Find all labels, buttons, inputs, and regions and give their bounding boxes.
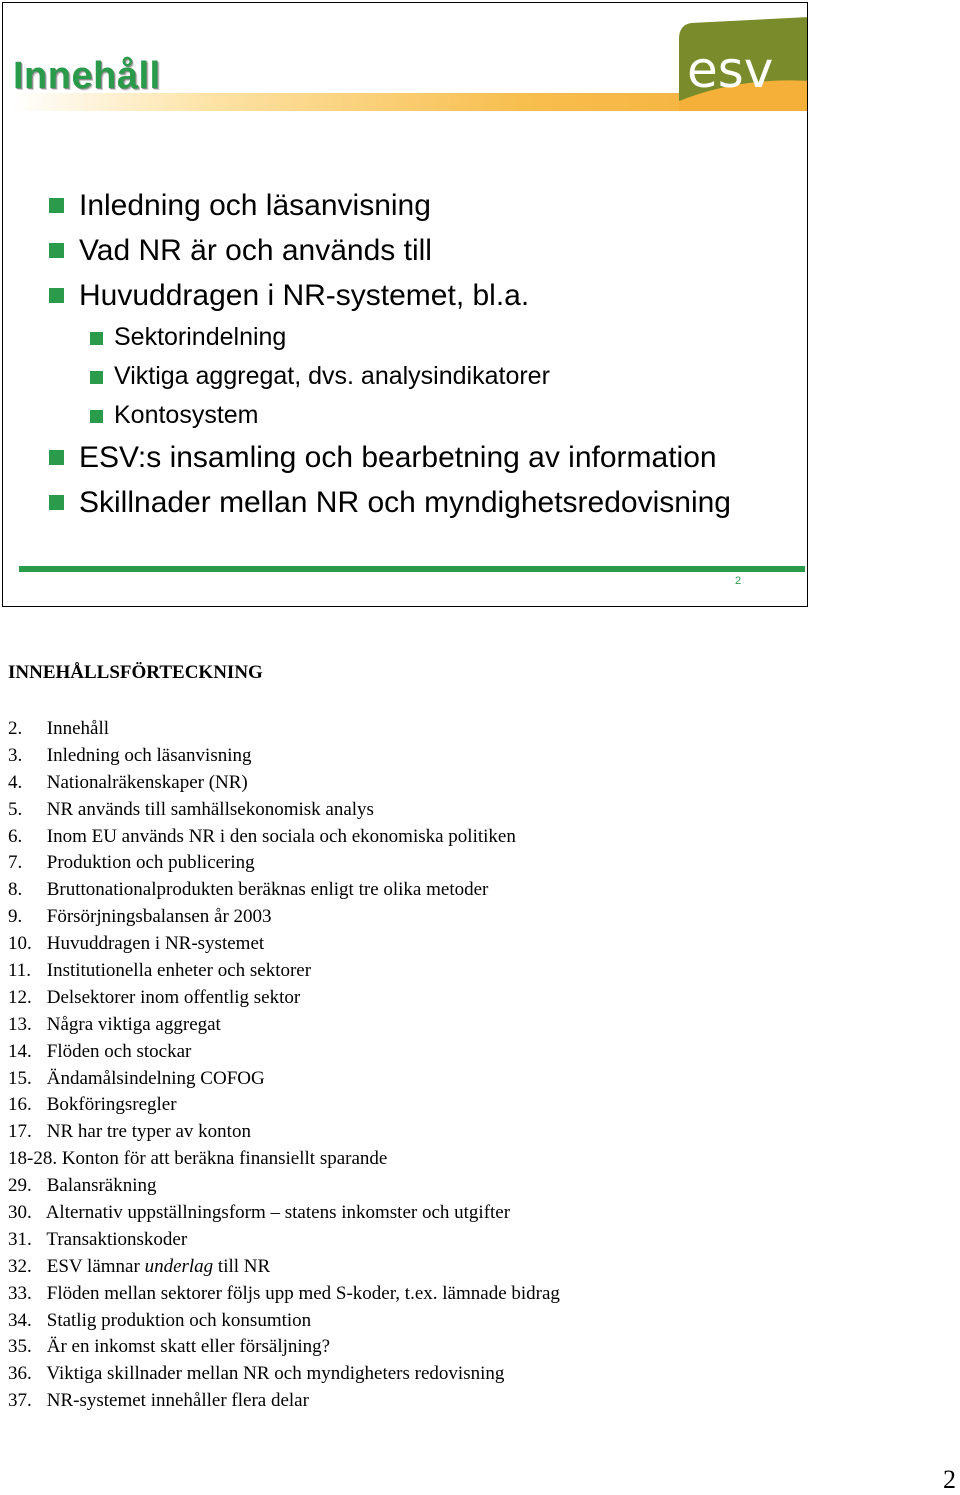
toc-item-number: 18-28. — [8, 1148, 58, 1170]
toc-item-text: Inledning och läsanvisning — [46, 744, 252, 766]
toc-item-emphasis: underlag — [144, 1255, 214, 1277]
toc-item-text: Är en inkomst skatt eller försäljning? — [46, 1336, 331, 1358]
toc-item-number: 5. — [8, 798, 23, 820]
toc-item-text: Delsektorer inom offentlig sektor — [46, 986, 301, 1008]
slide-bullet-item: Inledning och läsanvisning — [49, 183, 731, 228]
toc-item — [8, 1388, 560, 1415]
toc-item-text: Försörjningsbalansen år 2003 — [46, 906, 272, 928]
toc-item — [8, 1361, 560, 1388]
toc-item-number: 6. — [8, 825, 23, 847]
toc-item-number: 33. — [8, 1282, 32, 1304]
toc-item — [8, 904, 560, 931]
toc-item-text: ESV lämnar — [46, 1255, 145, 1277]
toc-item-number: 16. — [8, 1094, 32, 1116]
toc-item — [8, 1281, 560, 1308]
slide-bullet-item: Huvuddragen i NR-systemet, bl.a. — [49, 273, 731, 318]
slide-footer-rule — [19, 566, 805, 572]
slide-bullet-item: Vad NR är och används till — [49, 228, 731, 273]
toc-item — [8, 1227, 560, 1254]
toc-item-number: 36. — [8, 1363, 32, 1385]
toc-item-text: NR används till samhällsekonomisk analys — [46, 798, 374, 820]
toc-item-text: Konton för att beräkna finansiellt sparande — [61, 1148, 388, 1170]
toc-item — [8, 743, 560, 770]
toc-item — [8, 1334, 560, 1361]
toc-item-text: Innehåll — [46, 718, 110, 739]
toc-item — [8, 1146, 560, 1173]
slide-bullet-item: Viktiga aggregat, dvs. analysindikatorer — [49, 357, 731, 396]
toc-heading: INNEHÅLLSFÖRTECKNING — [8, 662, 263, 683]
toc-item — [8, 985, 560, 1012]
toc-item — [8, 1200, 560, 1227]
toc-item-text: Viktiga skillnader mellan NR och myndigheters redovisning — [46, 1363, 505, 1385]
toc-item-number: 7. — [8, 852, 23, 874]
toc-item — [8, 716, 560, 743]
toc-item-text: Huvuddragen i NR-systemet — [46, 933, 265, 955]
toc-item — [8, 877, 560, 904]
toc-item-number: 11. — [8, 960, 32, 982]
page-number: 2 — [943, 1465, 956, 1494]
slide-bullet-item: Kontosystem — [49, 396, 731, 435]
toc-item-text: Ändamålsindelning COFOG — [46, 1067, 265, 1089]
toc-item — [8, 1012, 560, 1039]
toc-item-text: Flöden och stockar — [46, 1040, 192, 1062]
toc-item-text: Bokföringsregler — [46, 1094, 177, 1116]
toc-item-text: Transaktionskoder — [46, 1228, 188, 1250]
toc-item-number: 9. — [8, 906, 23, 928]
esv-logo — [679, 17, 808, 111]
toc-item-text: Alternativ uppställningsform – statens inkomster och utgifter — [45, 1202, 511, 1224]
toc-item-number: 17. — [8, 1121, 32, 1143]
toc-item — [8, 770, 560, 797]
toc-item-number: 4. — [8, 771, 23, 793]
toc-item — [8, 1119, 560, 1146]
toc-item-text: Några viktiga aggregat — [46, 1013, 221, 1035]
toc-item — [8, 797, 560, 824]
logo-text: esv — [687, 41, 774, 99]
toc-item-number: 3. — [8, 744, 23, 766]
toc-item-text: Institutionella enheter och sektorer — [46, 960, 312, 982]
toc-item-number: 31. — [8, 1228, 32, 1250]
toc-item — [8, 1039, 560, 1066]
toc-item-number: 13. — [8, 1013, 32, 1035]
toc-item-number: 30. — [8, 1202, 32, 1224]
toc-item-number: 15. — [8, 1067, 32, 1089]
toc-item — [8, 1092, 560, 1119]
slide — [2, 2, 808, 607]
toc-item-text: Bruttonationalprodukten beräknas enligt tre olika metoder — [46, 879, 489, 901]
toc-item-text: NR-systemet innehåller flera delar — [46, 1390, 309, 1412]
toc-item — [8, 1254, 560, 1281]
toc-item-number: 14. — [8, 1040, 32, 1062]
toc-item-number: 32. — [8, 1255, 32, 1277]
toc-item-number: 2. — [8, 718, 23, 739]
toc-item-text: Statlig produktion och konsumtion — [46, 1309, 312, 1331]
toc-item-number: 29. — [8, 1175, 32, 1197]
toc-item-text: NR har tre typer av konton — [46, 1121, 251, 1143]
toc-item — [8, 850, 560, 877]
toc-item-text: till NR — [213, 1255, 271, 1277]
toc-list — [8, 716, 560, 1415]
slide-bullet-item: Skillnader mellan NR och myndighetsredovisning — [49, 480, 731, 525]
toc-item-text: Flöden mellan sektorer följs upp med S-koder, t.ex. lämnade bidrag — [46, 1282, 560, 1304]
slide-bullet-list — [49, 183, 731, 525]
slide-bullet-item: ESV:s insamling och bearbetning av information — [49, 435, 731, 480]
toc-item-text: Balansräkning — [46, 1175, 157, 1197]
toc-item-text: Nationalräkenskaper (NR) — [46, 771, 248, 793]
toc-item-text: Produktion och publicering — [46, 852, 255, 874]
slide-number: 2 — [735, 575, 742, 587]
toc-item — [8, 1066, 560, 1093]
toc-item-number: 10. — [8, 933, 32, 955]
toc-item-number: 8. — [8, 879, 23, 901]
toc-item — [8, 1308, 560, 1335]
slide-title: Innehåll — [13, 55, 161, 97]
toc-item-number: 12. — [8, 986, 32, 1008]
toc-item — [8, 824, 560, 851]
toc-item-number: 37. — [8, 1390, 32, 1412]
toc-item-text: Inom EU används NR i den sociala och ekonomiska politiken — [46, 825, 516, 847]
toc-item-number: 34. — [8, 1309, 32, 1331]
slide-bullet-item: Sektorindelning — [49, 318, 731, 357]
toc-item-number: 35. — [8, 1336, 32, 1358]
toc-item — [8, 958, 560, 985]
toc-item — [8, 1173, 560, 1200]
toc-item — [8, 931, 560, 958]
